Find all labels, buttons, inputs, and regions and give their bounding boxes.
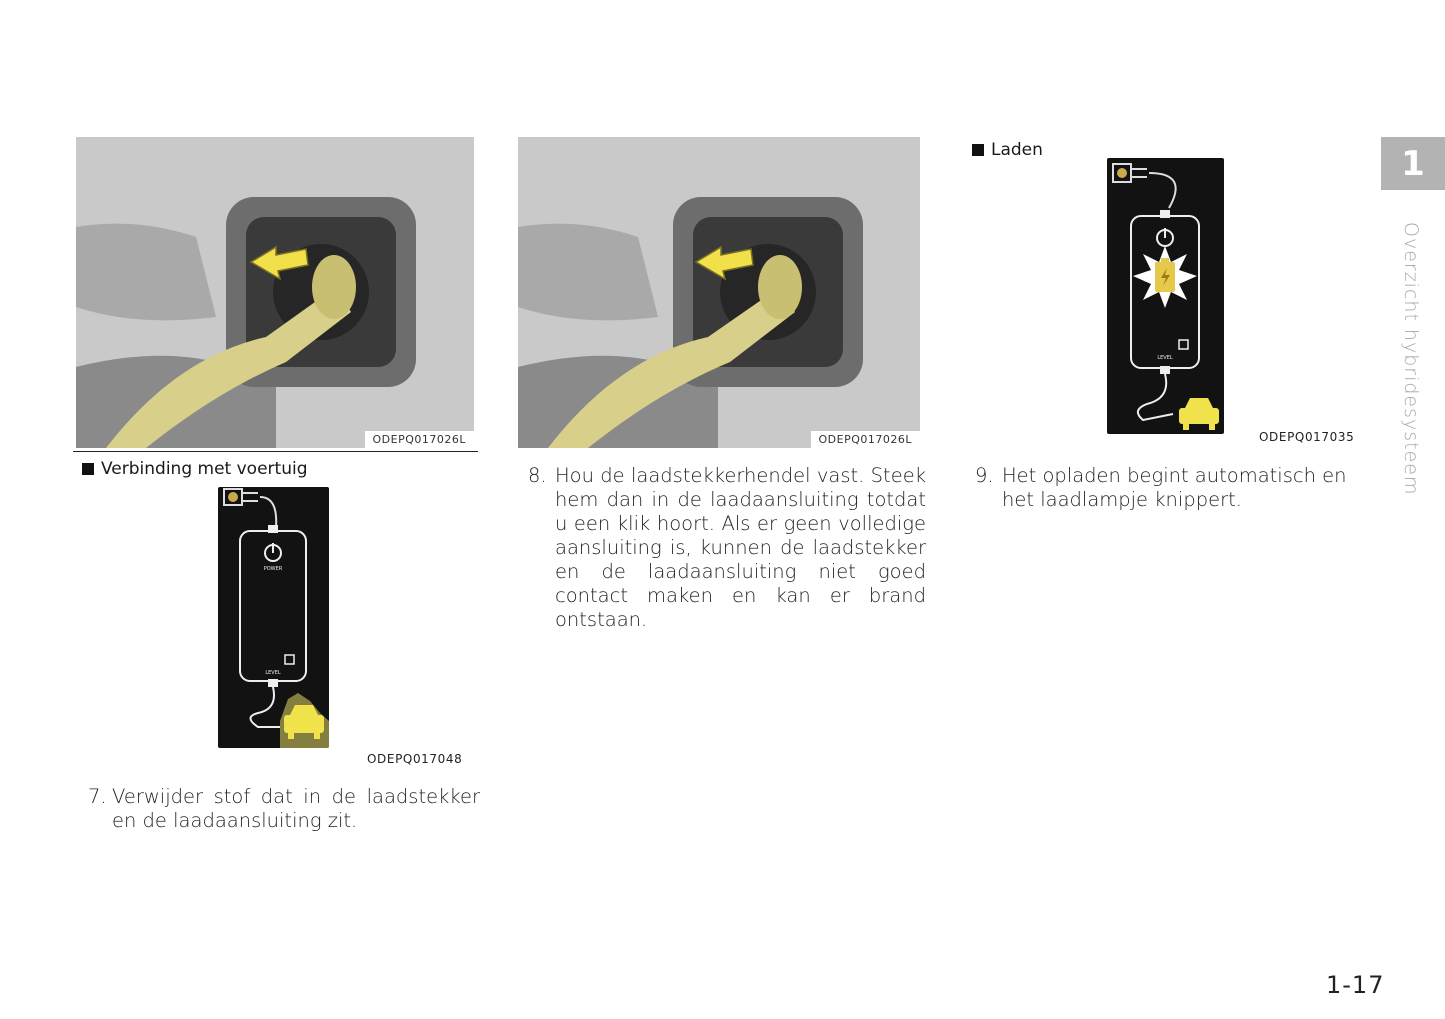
step-8 — [528, 464, 926, 634]
power-icon — [1157, 228, 1173, 246]
bullet-square — [972, 144, 984, 156]
figure-caption-charging — [972, 140, 1043, 160]
photo-1-code: ODEPQ017026L — [365, 431, 475, 448]
chapter-tab — [1381, 137, 1445, 190]
step-9 — [975, 464, 1375, 514]
power-label: POWER — [263, 566, 283, 572]
figure-caption-vehicle — [82, 459, 307, 479]
level-label: LEVEL — [265, 670, 281, 676]
charging-port-photo-1 — [76, 137, 474, 448]
car-icon — [1179, 398, 1219, 430]
step-number: 9. — [975, 464, 994, 487]
battery-icon — [1155, 258, 1175, 292]
level-icon — [1179, 340, 1188, 349]
step-text: Hou de laadstekkerhendel vast. Steek hem dan in de laadaansluiting totdat u een klik hoort. Als er geen volledige aansluiting is, kunnen de laadstekker en de laadaansluiting niet goed contact maken en kan er brand ontstaan. — [555, 464, 926, 631]
caption-text: Verbinding met voertuig — [101, 459, 308, 479]
caption-text: Laden — [991, 140, 1043, 160]
chapter-number: 1 — [1401, 143, 1425, 184]
chapter-title: Overzicht hybridesysteem — [1400, 222, 1422, 496]
car-icon — [280, 693, 329, 748]
step-7 — [88, 785, 480, 835]
power-icon — [265, 543, 281, 561]
plug-icon — [1113, 164, 1176, 208]
bullet-square — [82, 463, 94, 475]
figure-rule — [73, 451, 478, 452]
photo-2-code: ODEPQ017026L — [811, 431, 921, 448]
charging-port-photo-2 — [518, 137, 920, 448]
figure-code-vehicle: ODEPQ017048 — [367, 752, 463, 766]
plug-icon — [224, 489, 276, 527]
figure-code-charging: ODEPQ017035 — [1259, 430, 1355, 444]
level-icon — [285, 655, 294, 664]
step-number: 7. — [88, 785, 107, 808]
level-label: LEVEL — [1157, 355, 1173, 361]
charger-panel-charging — [1107, 158, 1224, 434]
charger-panel-vehicle — [218, 487, 329, 748]
step-number: 8. — [528, 464, 547, 487]
step-text: Het opladen begint automatisch en het laadlampje knippert. — [1002, 464, 1347, 511]
step-text: Verwijder stof dat in de laadstekker en de laadaansluiting zit. — [112, 785, 480, 832]
page-number: 1-17 — [1326, 971, 1385, 999]
